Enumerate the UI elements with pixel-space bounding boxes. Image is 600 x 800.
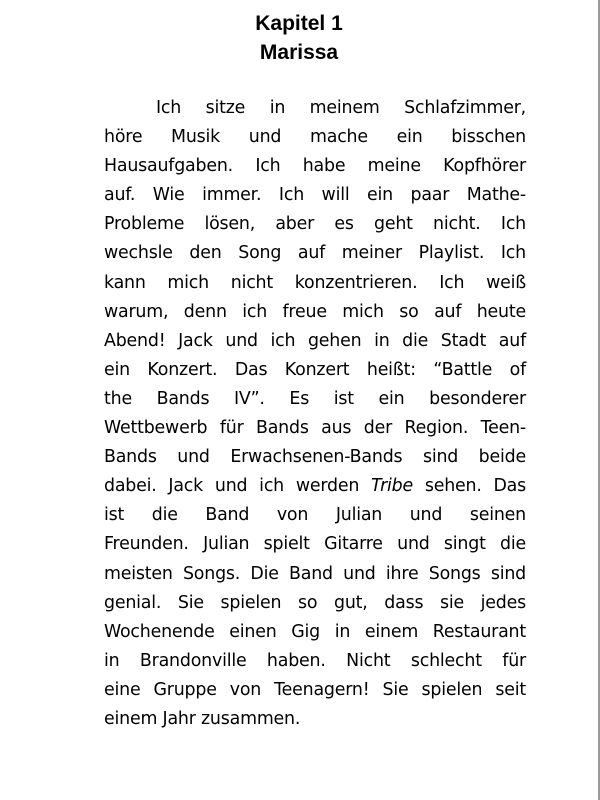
text-line: Wochenende einen Gig in einem Restaurant — [104, 621, 526, 642]
text-segment: dabei. Jack und ich werden — [104, 476, 371, 497]
text-line: Abend! Jack und ich gehen in die Stadt auf — [104, 330, 526, 351]
text-line: Probleme lösen, aber es geht nicht. Ich — [104, 214, 526, 235]
text-line: meisten Songs. Die Band und ihre Songs sind — [104, 563, 526, 584]
band-name-italic: Tribe — [371, 476, 413, 497]
chapter-number: Kapitel 1 — [255, 12, 343, 35]
text-line: Wettbewerb für Bands aus der Region. Teen- — [104, 418, 526, 439]
body-paragraph — [104, 94, 526, 734]
text-line: ein Konzert. Das Konzert heißt: “Battle of — [104, 359, 526, 380]
text-line: ist die Band von Julian und seinen — [104, 505, 526, 526]
text-line: kann mich nicht konzentrieren. Ich weiß — [104, 272, 526, 293]
text-line: wechsle den Song auf meiner Playlist. Ich — [104, 243, 526, 264]
text-line: auf. Wie immer. Ich will ein paar Mathe- — [104, 185, 526, 206]
chapter-title: Marissa — [259, 41, 339, 64]
text-line: warum, denn ich freue mich so auf heute — [104, 301, 526, 322]
text-line: eine Gruppe von Teenagern! Sie spielen seit — [104, 679, 526, 700]
text-line: Ich sitze in meinem Schlafzimmer, — [156, 98, 526, 118]
text-line-with-emphasis — [104, 472, 526, 501]
text-line: Hausaufgaben. Ich habe meine Kopfhörer — [104, 156, 526, 177]
text-line: in Brandonville haben. Nicht schlecht für — [104, 650, 526, 671]
text-line: genial. Sie spielen so gut, dass sie jedes — [104, 592, 526, 613]
text-line: höre Musik und mache ein bisschen — [104, 127, 526, 148]
text-line: Freunden. Julian spielt Gitarre und singt die — [104, 534, 526, 555]
text-line: the Bands IV”. Es ist ein besonderer — [104, 388, 526, 409]
text-line: Bands und Erwachsenen-Bands sind beide — [104, 447, 526, 468]
text-segment: sehen. Das — [413, 476, 526, 497]
text-line: einem Jahr zusammen. — [104, 708, 301, 729]
